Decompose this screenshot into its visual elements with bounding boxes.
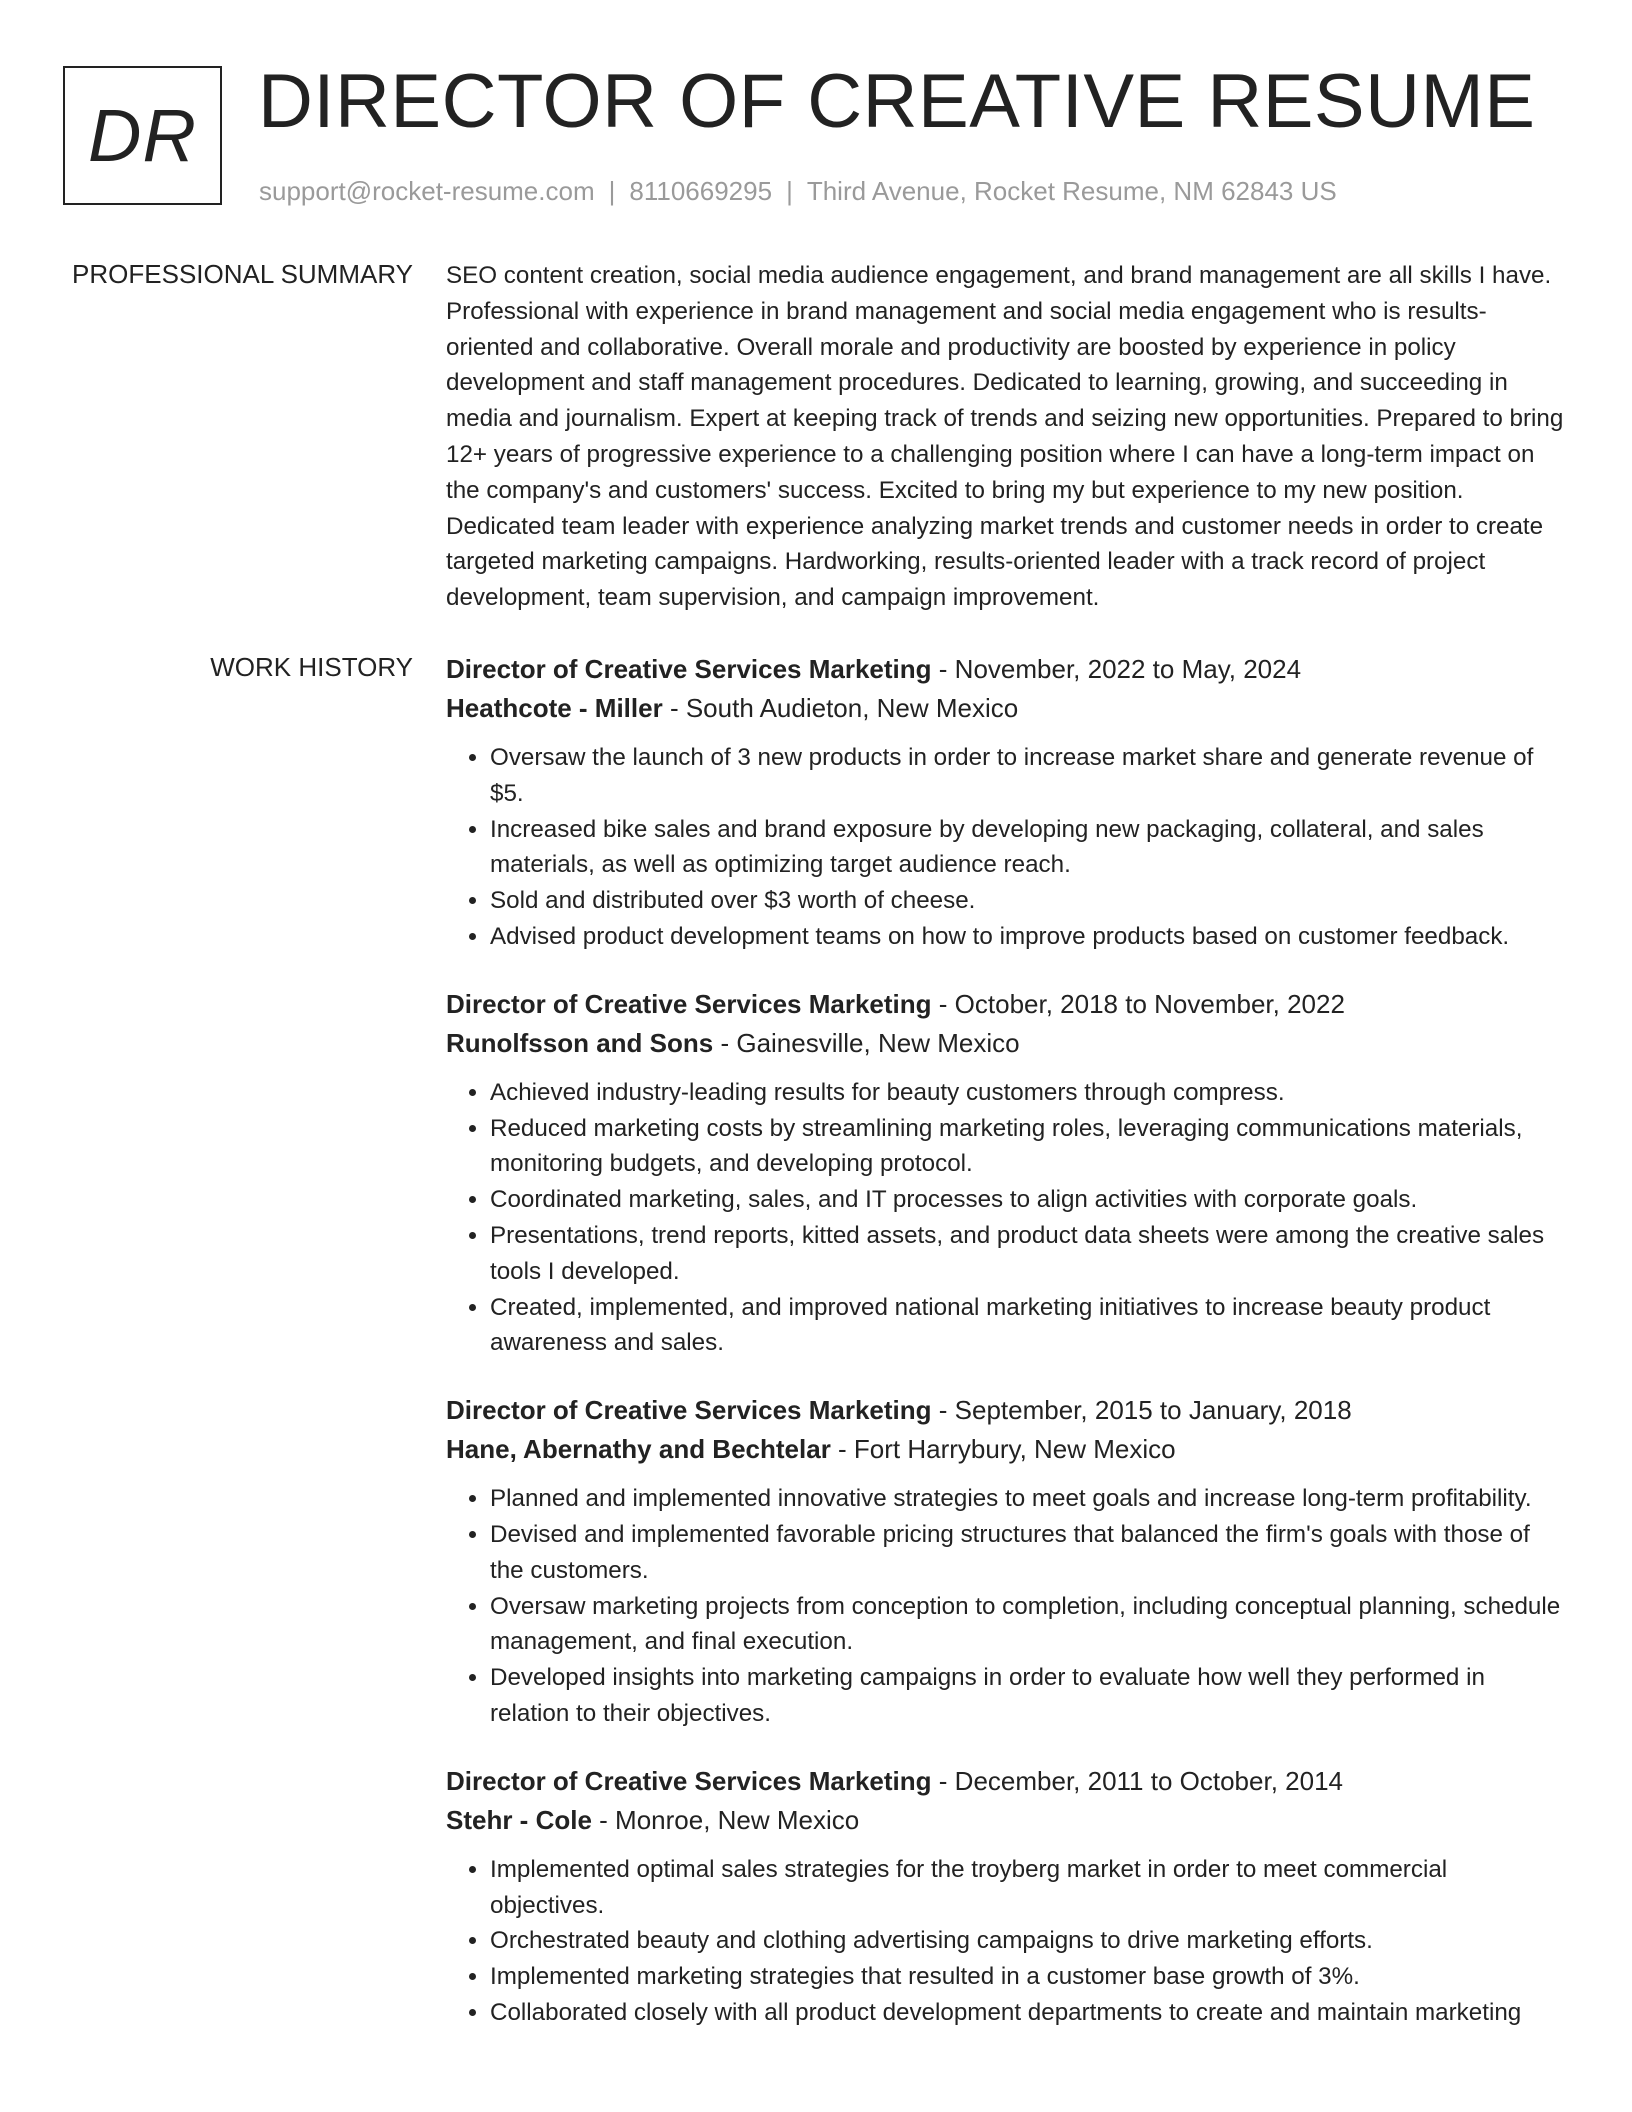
job-dates: - September, 2015 to January, 2018 — [938, 1395, 1352, 1426]
job-title: Director of Creative Services Marketing — [446, 1765, 932, 1796]
work-history-list — [446, 650, 1566, 2061]
job-title-line — [446, 1391, 1566, 1430]
contact-separator: | — [608, 176, 616, 206]
job-company-line — [446, 1024, 1566, 1063]
job-bullet: • Collaborated closely with all product development departments to create and maintain marketing — [490, 1995, 1566, 2031]
job-entry — [446, 1391, 1566, 1732]
job-dates: - December, 2011 to October, 2014 — [938, 1765, 1343, 1796]
job-bullet: • Sold and distributed over $3 worth of cheese. — [490, 883, 1566, 919]
job-bullets — [446, 1852, 1566, 2031]
job-bullet: • Implemented marketing strategies that resulted in a customer base growth of 3%. — [490, 1959, 1566, 1995]
resume-title: DIRECTOR OF CREATIVE RESUME — [258, 59, 1536, 144]
job-bullet: • Advised product development teams on how to improve products based on customer feedback. — [490, 919, 1566, 955]
job-bullet: • Presentations, trend reports, kitted assets, and product data sheets were among the creative sales tools I developed. — [490, 1218, 1566, 1290]
job-bullet: • Reduced marketing costs by streamlining marketing roles, leveraging communications materials, monitoring budgets, and developing protocol. — [490, 1111, 1566, 1183]
job-entry — [446, 650, 1566, 955]
job-location: - Fort Harrybury, New Mexico — [838, 1434, 1176, 1465]
job-company: Heathcote - Miller — [446, 693, 663, 723]
initials-monogram — [63, 66, 222, 205]
job-bullet: • Created, implemented, and improved national marketing initiatives to increase beauty product awareness and sales. — [490, 1290, 1566, 1362]
job-company: Stehr - Cole — [446, 1804, 592, 1835]
job-company: Hane, Abernathy and Bechtelar — [446, 1434, 831, 1465]
initials-text: DR — [88, 94, 197, 177]
work-history-section-label: WORK HISTORY — [210, 652, 413, 682]
job-entry — [446, 1762, 1566, 2031]
job-company-line — [446, 689, 1566, 728]
job-bullet: • Planned and implemented innovative strategies to meet goals and increase long-term profitability. — [490, 1481, 1566, 1517]
job-bullets — [446, 740, 1566, 955]
job-bullet: • Coordinated marketing, sales, and IT processes to align activities with corporate goals. — [490, 1182, 1566, 1218]
job-title-line — [446, 650, 1566, 689]
contact-phone[interactable]: 8110669295 — [629, 176, 773, 206]
job-location: - Monroe, New Mexico — [599, 1804, 860, 1835]
job-title: Director of Creative Services Marketing — [446, 1395, 932, 1426]
job-bullet: • Increased bike sales and brand exposure by developing new packaging, collateral, and sales materials, as well as optimizing target audience reach. — [490, 812, 1566, 884]
job-bullet: • Oversaw the launch of 3 new products in order to increase market share and generate revenue of $5. — [490, 740, 1566, 812]
job-bullet: • Developed insights into marketing campaigns in order to evaluate how well they performed in relation to their objectives. — [490, 1660, 1566, 1732]
job-bullet: • Implemented optimal sales strategies for the troyberg market in order to meet commercial objectives. — [490, 1852, 1566, 1924]
job-title-line — [446, 1762, 1566, 1801]
job-location: - Gainesville, New Mexico — [720, 1027, 1020, 1058]
job-entry — [446, 985, 1566, 1361]
job-company-line — [446, 1801, 1566, 1840]
contact-email[interactable]: support@rocket-resume.com — [259, 176, 595, 206]
job-title-line — [446, 985, 1566, 1024]
job-dates: - October, 2018 to November, 2022 — [938, 988, 1345, 1019]
job-company: Runolfsson and Sons — [446, 1027, 714, 1058]
contact-address: Third Avenue, Rocket Resume, NM 62843 US — [806, 176, 1337, 206]
job-bullet: • Oversaw marketing projects from conception to completion, including conceptual planning, schedule management, and final execution. — [490, 1589, 1566, 1661]
job-dates: - November, 2022 to May, 2024 — [938, 654, 1302, 684]
contact-separator: | — [786, 176, 793, 206]
summary-section-label: PROFESSIONAL SUMMARY — [72, 259, 413, 289]
contact-line — [259, 176, 1337, 207]
job-title: Director of Creative Services Marketing — [446, 654, 932, 684]
summary-text: SEO content creation, social media audience engagement, and brand management are all skills I have. Professional with experience in brand management and social media engagement who is results-oriented and collaborative. Overall morale and productivity are boosted by experience in policy development and staff management procedures. Dedicated to learning, growing, and succeeding in media and journalism. Expert at keeping track of trends and seizing new opportunities. Prepared to bring 12+ years of progressive experience to a challenging position where I can have a long-term impact on the company's and customers' success. Excited to bring my but experience to my new position. Dedicated team leader with experience analyzing market trends and customer needs in order to create targeted marketing campaigns. Hardworking, results-oriented leader with a track record of project development, team supervision, and campaign improvement. — [446, 262, 1564, 612]
job-location: - South Audieton, New Mexico — [669, 693, 1019, 723]
job-bullet: • Devised and implemented favorable pricing structures that balanced the firm's goals with those of the customers. — [490, 1517, 1566, 1589]
job-title: Director of Creative Services Marketing — [446, 988, 932, 1019]
job-bullets — [446, 1075, 1566, 1361]
job-bullet: • Achieved industry-leading results for beauty customers through compress. — [490, 1075, 1566, 1111]
job-bullet: • Orchestrated beauty and clothing advertising campaigns to drive marketing efforts. — [490, 1923, 1566, 1959]
job-company-line — [446, 1430, 1566, 1469]
job-bullets — [446, 1481, 1566, 1732]
